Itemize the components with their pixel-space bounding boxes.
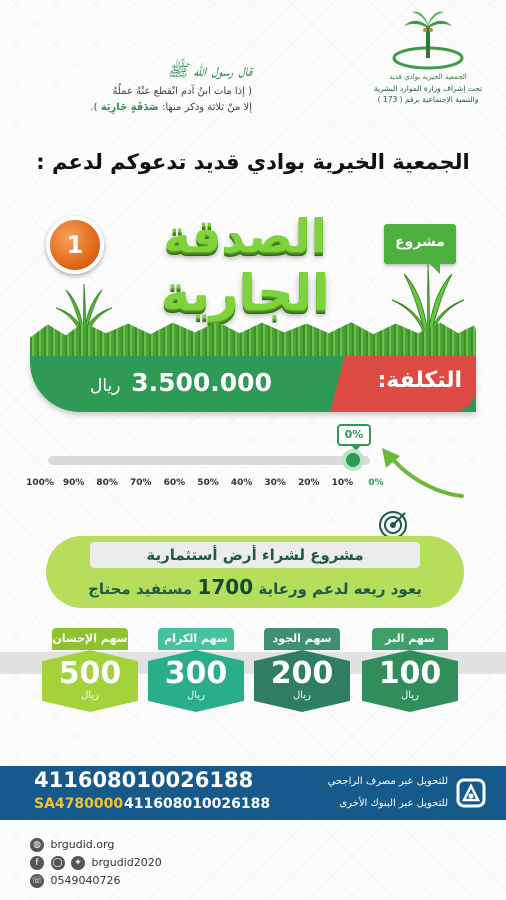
progress-tick: 50% [197,478,219,488]
title-line-2: الجارية [160,264,330,322]
palm-tree-icon [388,8,468,72]
website-text: brgudid.org [50,838,115,851]
progress-tick: 80% [96,478,118,488]
contact-website[interactable] [30,838,114,852]
progress-tick: 30% [264,478,286,488]
globe-icon: ◍ [30,838,44,852]
info-suffix: مستفيد محتاج [88,580,193,598]
cost-amount-value: 3.500.000 [131,368,272,397]
logo-arc-text: الجمعية الخيرية بوادي قديد [389,73,467,81]
cost-label: التكلفة: [377,368,462,393]
share-label: سهم الكرام [158,628,234,650]
project-info-box [46,536,464,608]
share-card[interactable] [42,628,138,712]
hadith-line-2 [22,100,252,116]
share-card[interactable] [148,628,244,712]
whatsapp-icon: ☏ [31,876,43,886]
hadith-prefix: إلا منْ ثلاثة وذكر منها: [161,102,252,113]
other-banks-label: للتحويل عبر البنوك الأخرى [339,798,448,809]
share-card[interactable] [254,628,350,712]
contact-phone[interactable] [30,874,121,888]
share-label: سهم الإحسان [52,628,128,650]
share-amount: 300 [164,656,228,691]
hadith-suffix: ). [90,102,98,113]
progress-tick: 90% [62,478,85,488]
curved-arrow-icon [370,440,470,502]
other-account[interactable]: 411608010026188 [124,796,271,812]
association-logo [372,8,484,118]
cost-amount [90,368,272,397]
progress-track [48,456,370,465]
share-currency: ريال [293,690,311,701]
share-currency: ريال [401,690,419,701]
cost-bar [30,356,476,412]
progress-tick: 60% [163,478,186,488]
beneficiaries-count: 1700 [197,575,254,599]
hadith-title: قال رسول الله ﷺ [167,61,252,81]
title-line-1: الصدقة [163,209,327,263]
contact-social[interactable] [30,856,162,870]
project-number-badge: 1 [46,216,104,274]
project-info-line-1: مشروع لشراء أرض أستثمارية [90,542,420,568]
phone-text: 0549040726 [50,874,121,887]
progress-tick: 0% [368,478,384,488]
progress-tick: 100% [26,478,54,488]
progress-knob [342,449,364,471]
share-currency: ريال [187,690,205,701]
instagram-icon: ◯ [52,858,63,868]
share-amount: 100 [378,656,442,691]
facebook-icon: f [30,856,44,870]
hadith-emphasis: صَدَقَةٍ جَارِيَة [100,102,159,113]
share-label: سهم البر [372,628,448,650]
al-rajhi-logo-icon [454,776,488,810]
share-label: سهم الجود [264,628,340,650]
iban-prefix[interactable]: SA4780000 [34,796,124,812]
main-headline: الجمعية الخيرية بوادي قديد تدعوكم لدعم : [36,150,470,174]
share-amount: 500 [58,656,122,691]
share-amount: 200 [270,656,334,691]
supervision-line-1: تحت إشراف وزارة الموارد البشرية [373,84,483,93]
info-prefix: يعود ريعه لدعم ورعاية [258,580,422,598]
bank-transfer-bar [0,766,506,820]
share-currency: ريال [81,690,99,701]
progress-current-label: 0% [337,424,371,446]
rajhi-label: للتحويل عبر مصرف الراجحي [327,776,448,787]
progress-tick: 10% [331,478,354,488]
progress-tick: 40% [230,478,253,488]
hadith-block [22,58,252,116]
progress-ticks [26,478,384,492]
rajhi-account[interactable]: 411608010026188 [34,768,254,792]
project-info-line-2 [62,572,448,602]
progress-tick: 20% [298,478,320,488]
twitter-icon: ✦ [71,856,85,870]
cost-currency: ريال [90,376,121,396]
hadith-line-1: ( إذا مات ابنُ آدم انْقطع عنْهُ عملُهُ [112,86,252,97]
social-handle: brgudid2020 [91,856,162,869]
share-card[interactable] [362,628,458,712]
project-tag: مشروع [384,224,456,264]
project-title [120,208,370,322]
supervision-line-2: والتنمية الإجتماعية برقم ( 173 ) [377,95,479,104]
progress-tick: 70% [130,478,152,488]
